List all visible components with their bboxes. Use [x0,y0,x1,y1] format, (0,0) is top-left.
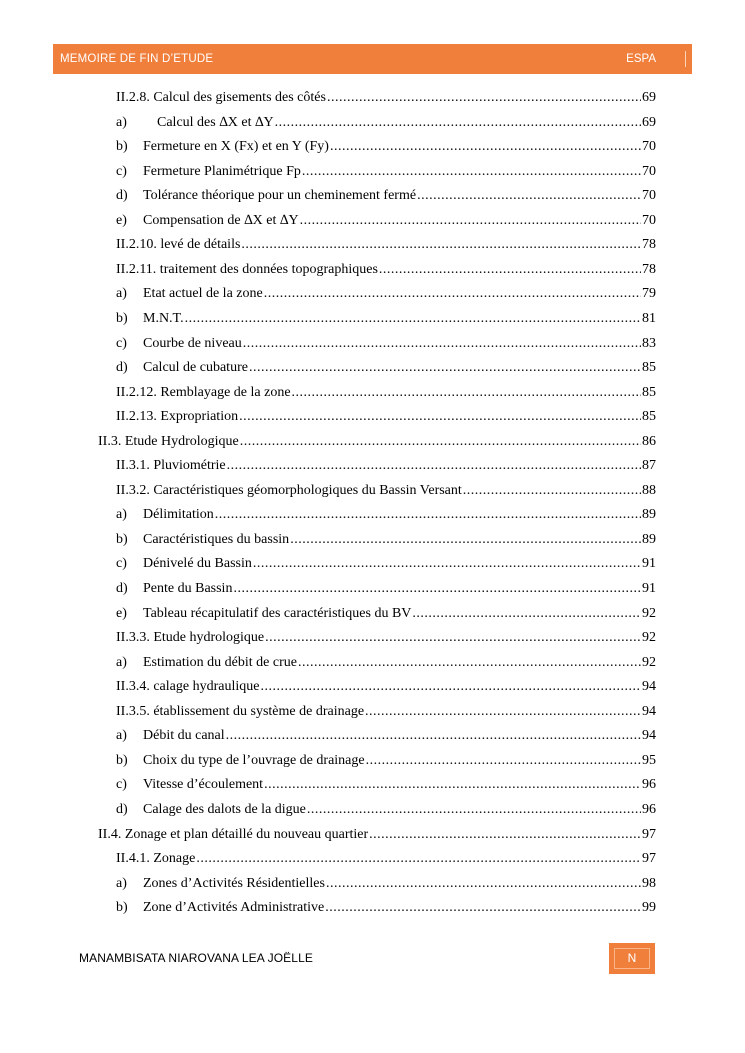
toc-dot-leader [417,186,641,206]
toc-entry-page: 78 [642,261,656,277]
page-header [53,44,692,74]
toc-entry-title: Compensation de ∆X et ∆Y [143,212,299,228]
toc-dot-leader [265,628,641,648]
toc-entry-page: 86 [642,433,656,449]
toc-entry-page: 79 [642,286,656,302]
toc-entry-marker: b) [116,900,128,916]
toc-entry-title: Zone d’Activités Administrative [143,900,325,916]
toc-entry-title: Fermeture en X (Fx) et en Y (Fy) [143,139,329,155]
toc-dot-leader [298,653,641,673]
header-title: MEMOIRE DE FIN D’ETUDE [60,53,214,65]
toc-entry-marker: a) [116,654,127,670]
toc-entry-marker: b) [116,752,128,768]
toc-entry-title: Débit du canal [143,728,225,744]
toc-entry-page: 97 [642,851,656,867]
toc-entry-page: 99 [642,900,656,916]
toc-entry-page: 87 [642,458,656,474]
toc-dot-leader [300,211,641,231]
toc-entry-marker: d) [116,360,128,376]
toc-entry-title: Estimation du débit de crue [143,654,297,670]
toc-entry-title: II.4. Zonage et plan détaillé du nouveau quartier [98,826,369,842]
toc-entry[interactable] [0,88,745,108]
toc-entry[interactable] [0,235,745,255]
toc-dot-leader [241,235,641,255]
toc-entry-title: Courbe de niveau [143,335,242,351]
toc-dot-leader [326,874,641,894]
toc-entry-page: 94 [642,703,656,719]
toc-entry-title: II.3.4. calage hydraulique [116,679,260,695]
toc-dot-leader [239,407,641,427]
toc-entry-page: 97 [642,826,656,842]
toc-dot-leader [327,88,641,108]
toc-entry-page: 95 [642,752,656,768]
toc-entry[interactable] [0,825,745,845]
toc-entry[interactable] [0,432,745,452]
toc-entry-title: II.2.11. traitement des données topographiques [116,261,378,277]
toc-dot-leader [215,505,641,525]
toc-dot-leader [226,726,641,746]
toc-entry-page: 94 [642,679,656,695]
toc-entry-title: Calcul de cubature [143,360,248,376]
toc-dot-leader [366,751,641,771]
toc-entry-marker: d) [116,188,128,204]
toc-entry-marker: e) [116,212,127,228]
toc-entry[interactable] [0,505,745,525]
toc-dot-leader [264,284,641,304]
toc-entry[interactable] [0,653,745,673]
toc-entry-page: 70 [642,188,656,204]
toc-entry[interactable] [0,775,745,795]
toc-entry-title: II.3.1. Pluviométrie [116,458,226,474]
toc-entry-page: 70 [642,212,656,228]
toc-entry-marker: a) [116,507,127,523]
toc-entry-page: 92 [642,605,656,621]
toc-entry-title: Calcul des ∆X et ∆Y [157,114,274,130]
toc-entry-marker: c) [116,163,127,179]
toc-entry[interactable] [0,677,745,697]
toc-entry-page: 91 [642,581,656,596]
toc-entry-title: II.3.2. Caractéristiques géomorphologiques du Bassin Versant [116,482,462,498]
toc-entry-marker: e) [116,605,127,621]
toc-dot-leader [196,849,641,869]
toc-entry-title: Délimitation [143,507,214,523]
toc-entry-page: 96 [642,777,656,793]
toc-entry-title: II.4.1. Zonage [116,851,196,867]
toc-dot-leader [233,579,641,599]
toc-dot-leader [249,358,641,378]
toc-entry-title: II.2.8. Calcul des gisements des côtés [116,90,326,105]
toc-entry-title: Choix du type de l’ouvrage de drainage [143,752,365,768]
toc-entry-marker: d) [116,581,128,596]
toc-dot-leader [243,334,641,354]
toc-dot-leader [379,260,641,280]
toc-entry[interactable] [0,334,745,354]
toc-entry-page: 92 [642,630,656,646]
toc-entry-page: 70 [642,163,656,179]
toc-entry[interactable] [0,800,745,820]
toc-dot-leader [302,162,641,182]
toc-entry[interactable] [0,604,745,624]
toc-entry[interactable] [0,874,745,894]
toc-entry-title: Zones d’Activités Résidentielles [143,875,325,891]
toc-entry-marker: b) [116,139,128,155]
toc-entry-title: Caractéristiques du bassin [143,531,290,547]
toc-entry[interactable] [0,702,745,722]
toc-entry-marker: c) [116,335,127,351]
toc-entry-page: 92 [642,654,656,670]
toc-entry-marker: b) [116,531,128,547]
footer-page-box [609,943,655,974]
footer-page-number: N [614,948,650,969]
toc-dot-leader [275,113,641,133]
toc-entry-marker: a) [116,114,127,130]
toc-entry[interactable] [0,456,745,476]
toc-dot-leader [307,800,641,820]
toc-entry-page: 96 [642,801,656,817]
toc-entry[interactable] [0,579,745,599]
toc-entry-marker: a) [116,728,127,744]
toc-entry-title: Dénivelé du Bassin [143,556,252,572]
toc-entry-marker: b) [116,310,128,326]
toc-entry[interactable] [0,849,745,869]
toc-dot-leader [264,775,641,795]
header-school: ESPA [626,53,656,65]
toc-entry[interactable] [0,898,745,918]
toc-entry[interactable] [0,383,745,403]
toc-entry-page: 85 [642,409,656,425]
toc-entry-title: Tolérance théorique pour un cheminement fermé [143,188,417,204]
toc-entry-page: 83 [642,335,656,351]
toc-entry[interactable] [0,726,745,746]
toc-entry-page: 81 [642,310,656,326]
toc-entry-title: Fermeture Planimétrique Fp [143,163,301,179]
toc-entry[interactable] [0,554,745,574]
toc-entry-title: Tableau récapitulatif des caractéristiques du BV [143,605,412,621]
toc-entry-page: 89 [642,507,656,523]
toc-entry[interactable] [0,137,745,157]
toc-entry-marker: c) [116,556,127,572]
toc-entry-page: 70 [642,139,656,155]
toc-entry-marker: c) [116,777,127,793]
toc-dot-leader [290,530,641,550]
toc-dot-leader [369,825,641,845]
toc-entry[interactable] [0,162,745,182]
toc-entry-marker: d) [116,801,128,817]
toc-entry[interactable] [0,284,745,304]
toc-entry-page: 91 [642,556,656,572]
toc-entry-title: Vitesse d’écoulement [143,777,264,793]
toc-dot-leader [325,898,641,918]
toc-dot-leader [330,137,641,157]
toc-entry-page: 69 [642,114,656,130]
toc-entry-page: 85 [642,384,656,400]
toc-dot-leader [463,481,641,501]
toc-entry-page: 94 [642,728,656,744]
toc-entry-marker: a) [116,875,127,891]
toc-entry[interactable] [0,113,745,133]
toc-entry-marker: a) [116,286,127,302]
toc-entry-title: M.N.T. [143,310,184,326]
toc-entry-title: II.3.3. Etude hydrologique [116,630,265,646]
toc-entry-title: II.3. Etude Hydrologique [98,433,239,449]
toc-dot-leader [253,554,641,574]
toc-entry-page: 85 [642,360,656,376]
footer-author: MANAMBISATA NIAROVANA LEA JOËLLE [79,951,313,965]
toc-entry[interactable] [0,260,745,280]
toc-entry-title: II.2.13. Expropriation [116,409,239,425]
toc-entry-page: 78 [642,237,656,253]
toc-entry-page: 89 [642,531,656,547]
toc-entry[interactable] [0,186,745,206]
header-divider [685,51,686,67]
toc-entry-page: 88 [642,482,656,498]
toc-dot-leader [260,677,641,697]
toc-entry-title: II.2.10. levé de détails [116,237,241,253]
toc-entry[interactable] [0,407,745,427]
toc-entry-title: Etat actuel de la zone [143,286,263,302]
toc-dot-leader [412,604,641,624]
toc-dot-leader [365,702,641,722]
toc-dot-leader [292,383,641,403]
toc-entry[interactable] [0,628,745,648]
toc-entry[interactable] [0,211,745,231]
toc-dot-leader [185,309,641,329]
toc-entry-title: Calage des dalots de la digue [143,801,306,817]
toc-entry[interactable] [0,481,745,501]
toc-entry-title: II.3.5. établissement du système de drainage [116,703,365,719]
toc-entry[interactable] [0,309,745,329]
toc-entry-page: 98 [642,875,656,891]
toc-entry-title: Pente du Bassin [143,581,233,596]
toc-entry-page: 69 [642,90,656,105]
toc-entry-title: II.2.12. Remblayage de la zone [116,384,291,400]
toc-entry[interactable] [0,358,745,378]
toc-entry[interactable] [0,530,745,550]
toc-entry[interactable] [0,751,745,771]
toc-dot-leader [240,432,641,452]
toc-dot-leader [227,456,641,476]
